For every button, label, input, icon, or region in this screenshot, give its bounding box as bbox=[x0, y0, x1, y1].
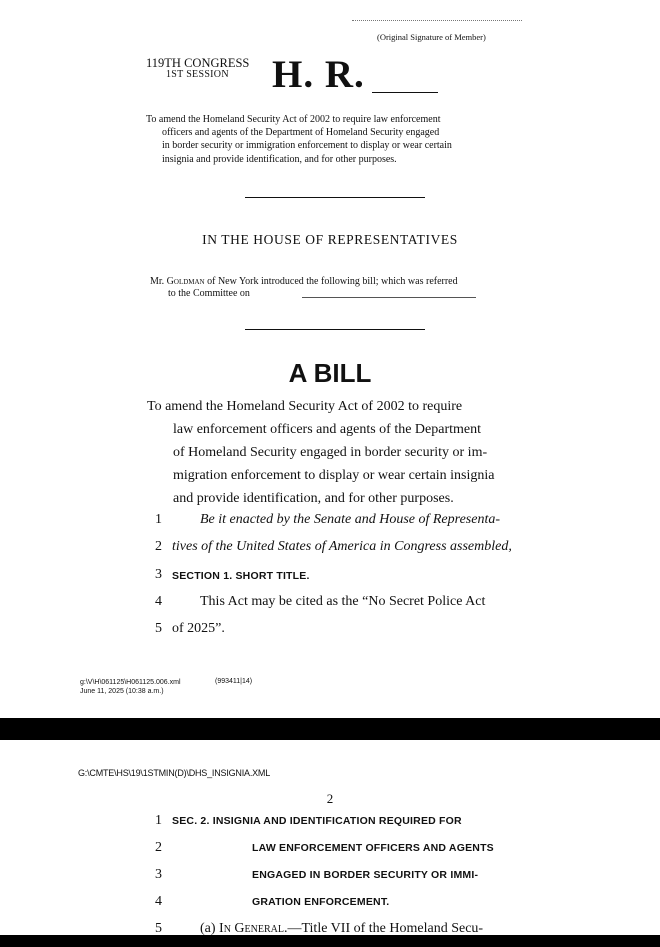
page2-file-path: G:\CMTE\HS\19\1STMIN(D)\DHS_INSIGNIA.XML bbox=[78, 768, 271, 778]
section-heading-cont: GRATION ENFORCEMENT. bbox=[252, 896, 390, 908]
signature-line bbox=[352, 20, 522, 21]
intro-prefix: Mr. bbox=[150, 276, 167, 287]
committee-line: to the Committee on bbox=[168, 288, 250, 299]
section-heading: SECTION 1. SHORT TITLE. bbox=[172, 570, 310, 582]
long-purpose-line: To amend the Homeland Security Act of 2002 to require bbox=[147, 399, 463, 414]
bill-line bbox=[0, 840, 660, 866]
long-purpose-line: law enforcement officers and agents of the Department bbox=[173, 422, 481, 437]
bill-line bbox=[0, 539, 660, 561]
section-heading-cont: LAW ENFORCEMENT OFFICERS AND AGENTS bbox=[252, 842, 494, 854]
line-number: 4 bbox=[155, 594, 162, 609]
long-purpose-line: migration enforcement to display or wear certain insignia bbox=[173, 468, 495, 483]
line-number: 2 bbox=[155, 840, 162, 855]
page-number: 2 bbox=[326, 791, 334, 806]
congress-label: 119TH CONGRESS bbox=[146, 56, 250, 70]
line-text: tives of the United States of America in Congress assembled, bbox=[172, 539, 512, 554]
short-purpose-line: To amend the Homeland Security Act of 2002 to require law enforcement bbox=[146, 114, 441, 125]
line-number: 1 bbox=[155, 813, 162, 828]
committee-blank bbox=[302, 297, 476, 298]
bill-line bbox=[0, 894, 660, 920]
line-number: 1 bbox=[155, 512, 162, 527]
subsection-text: .—Title VII of the Homeland Secu- bbox=[283, 921, 484, 936]
long-purpose bbox=[147, 395, 495, 510]
subsection-prefix: (a) bbox=[200, 921, 220, 936]
bill-number-blank bbox=[372, 92, 438, 93]
line-text: of 2025”. bbox=[172, 621, 225, 636]
signature-label: (Original Signature of Member) bbox=[377, 32, 486, 42]
hr-label: H. R. bbox=[272, 53, 365, 96]
bill-page-2 bbox=[0, 740, 660, 935]
bill-line bbox=[0, 594, 660, 616]
bill-line bbox=[0, 921, 660, 947]
bill-line bbox=[0, 813, 660, 839]
line-number: 3 bbox=[155, 867, 162, 882]
short-purpose bbox=[146, 113, 528, 166]
long-purpose-line: of Homeland Security engaged in border security or im- bbox=[173, 445, 488, 460]
short-purpose-line: insignia and provide identification, and for other purposes. bbox=[162, 153, 397, 165]
divider-rule bbox=[245, 329, 425, 330]
section-heading: SEC. 2. INSIGNIA AND IDENTIFICATION REQUIRED FOR bbox=[172, 815, 462, 827]
session-label: 1ST SESSION bbox=[166, 69, 229, 80]
bill-line bbox=[0, 512, 660, 534]
short-purpose-line: in border security or immigration enforcement to display or wear certain bbox=[162, 140, 452, 152]
line-number: 3 bbox=[155, 567, 162, 582]
intro-rest: of New York introduced the following bill; which was referred bbox=[204, 276, 458, 287]
long-purpose-line: and provide identification, and for other purposes. bbox=[173, 491, 454, 506]
line-number: 5 bbox=[155, 621, 162, 636]
house-heading: IN THE HOUSE OF REPRESENTATIVES bbox=[202, 232, 458, 247]
footer-date: June 11, 2025 (10:38 a.m.) bbox=[80, 688, 164, 695]
footer-file-path: g:\V\H\061125\H061125.006.xml bbox=[80, 679, 181, 686]
bill-line bbox=[0, 621, 660, 643]
line-text: Be it enacted by the Senate and House of Representa- bbox=[200, 512, 500, 527]
divider-rule bbox=[245, 197, 425, 198]
line-text: This Act may be cited as the “No Secret Police Act bbox=[200, 594, 486, 609]
introduction-line bbox=[150, 275, 458, 289]
subsection-heading: In General bbox=[219, 921, 284, 936]
bill-heading: A BILL bbox=[288, 358, 372, 388]
short-purpose-line: officers and agents of the Department of Homeland Security engaged bbox=[162, 127, 440, 139]
member-name: Goldman bbox=[166, 276, 205, 287]
bill-line bbox=[0, 567, 660, 589]
section-heading-cont: ENGAGED IN BORDER SECURITY OR IMMI- bbox=[252, 869, 479, 881]
line-number: 4 bbox=[155, 894, 162, 909]
bill-line bbox=[0, 867, 660, 893]
line-number: 2 bbox=[155, 539, 162, 554]
line-number: 5 bbox=[155, 921, 162, 936]
footer-code: (993411|14) bbox=[215, 678, 253, 685]
